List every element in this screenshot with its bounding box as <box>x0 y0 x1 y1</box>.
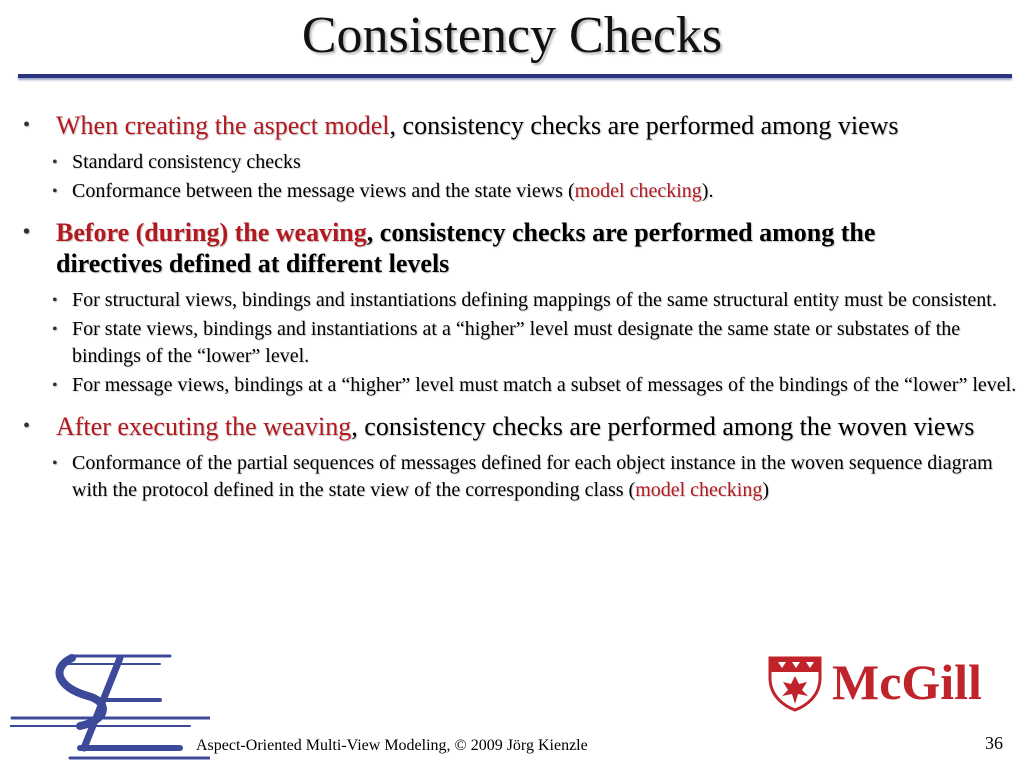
bullet-level2 <box>0 316 1024 370</box>
sub-text-end: ) <box>762 479 770 501</box>
lead-text: , consistency checks are performed among the directives defined at different levels <box>56 218 876 278</box>
bullet-level1 <box>0 411 1024 442</box>
bullet-dot: • <box>23 114 31 136</box>
bullet-level2 <box>0 287 1024 314</box>
slide-content <box>0 110 1024 516</box>
bullet-dot: • <box>52 321 58 338</box>
bullet-dot: • <box>23 415 31 437</box>
section-creating-aspect-model <box>0 110 1024 205</box>
lead-highlight: After executing the weaving <box>56 412 352 441</box>
lead-highlight: Before (during) the weaving <box>56 218 367 247</box>
sel-logo-icon <box>10 648 210 764</box>
title-divider <box>18 74 1012 78</box>
lead-text: , consistency checks are performed among views <box>389 111 899 140</box>
sub-highlight: model checking <box>635 479 763 501</box>
bullet-level2 <box>0 450 1024 504</box>
bullet-dot: • <box>23 221 31 243</box>
sub-text: For message views, bindings at a “higher” level must match a subset of messages of the bindings of the “lower” level. <box>72 374 1017 396</box>
slide-title: Consistency Checks <box>301 7 723 64</box>
mcgill-wordmark: McGill <box>832 654 982 710</box>
bullet-dot: • <box>52 377 58 394</box>
bullet-level2 <box>0 178 1024 205</box>
lead-text: , consistency checks are performed among the woven views <box>351 412 975 441</box>
bullet-level2 <box>0 149 1024 176</box>
section-before-weaving <box>0 217 1024 399</box>
slide-footer: Aspect-Oriented Multi-View Modeling, © 2009 Jörg Kienzle <box>196 737 588 754</box>
mcgill-logo <box>766 654 1016 714</box>
sub-highlight: model checking <box>574 180 702 202</box>
bullet-level2 <box>0 372 1024 399</box>
sub-text: Standard consistency checks <box>72 151 301 173</box>
bullet-level1 <box>0 110 1024 141</box>
lead-highlight: When creating the aspect model <box>56 111 390 140</box>
sub-text: For state views, bindings and instantiations at a “higher” level must designate the same state or substates of the bindings of the “lower” level. <box>72 318 961 367</box>
section-after-weaving <box>0 411 1024 504</box>
sub-text: For structural views, bindings and instantiations defining mappings of the same structural entity must be consistent. <box>72 289 997 311</box>
bullet-dot: • <box>52 183 58 200</box>
bullet-dot: • <box>52 292 58 309</box>
sub-text-end: ). <box>701 180 714 202</box>
page-number: 36 <box>985 733 1003 753</box>
bullet-dot: • <box>52 154 58 171</box>
mcgill-crest-icon <box>766 654 824 712</box>
bullet-level1 <box>0 217 1024 279</box>
sub-text: Conformance between the message views and the state views ( <box>72 180 575 202</box>
sub-text: Conformance of the partial sequences of messages defined for each object instance in the woven sequence diagram with the protocol defined in the state view of the corresponding class ( <box>72 452 993 501</box>
bullet-dot: • <box>52 455 58 472</box>
